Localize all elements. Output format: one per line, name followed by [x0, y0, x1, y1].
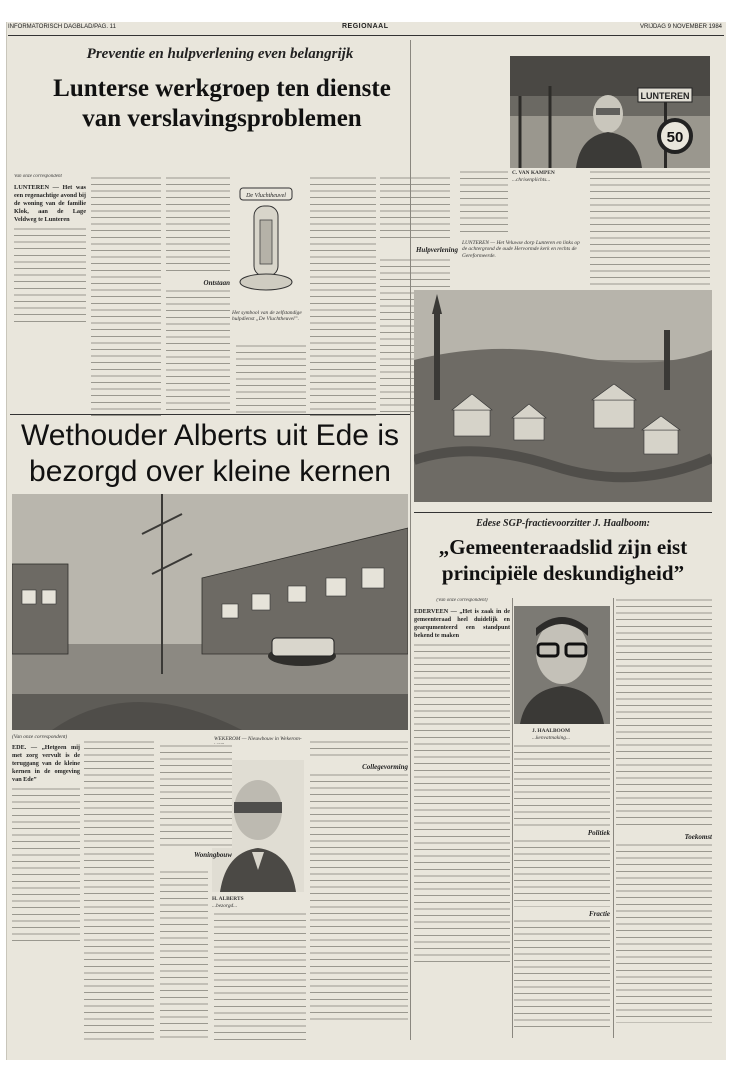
- article1-subhead-ontstaan: Ontstaan: [203, 279, 230, 287]
- article2-column-5-text-top: [310, 740, 408, 760]
- masthead-left: INFORMATORISCH DAGBLAD/PAG. 11: [8, 24, 116, 30]
- vertical-rule-article3-a: [512, 598, 513, 1038]
- article1-headline-1: Lunterse werkgroep ten dienste: [53, 75, 391, 102]
- masthead: [6, 22, 726, 34]
- article2-lead: EDE. — „Hetgeen mij met zorg vervult is de teruggang van de kleine kernen in de omgeving van Ede”: [12, 744, 80, 783]
- article3-subhead-politiek: Politiek: [587, 829, 610, 837]
- article1-byline: Van onze correspondent: [14, 174, 62, 179]
- masthead-date: VRIJDAG 9 NOVEMBER 1984: [639, 24, 722, 30]
- article2-subhead-collegevorming: Collegevorming: [362, 763, 408, 771]
- wekerom-housing-photo: [12, 494, 408, 730]
- article3-column-3: [616, 598, 712, 1038]
- masthead-rule: [8, 35, 724, 36]
- article2-byline: (Van onze correspondent): [12, 734, 68, 740]
- article3-column-3-text-top: [616, 598, 712, 830]
- article1-column-5: [310, 176, 376, 416]
- vertical-rule-article3-b: [613, 598, 614, 1038]
- vankampen-caption-role: ...chrisenplichts...: [512, 177, 551, 183]
- alberts-caption-name: H. ALBERTS: [212, 896, 244, 902]
- vankampen-caption-name: C. VAN KAMPEN: [512, 170, 555, 176]
- sign-photo-caption: Het symbool van de zelfstandige hulpdienst „De Vluchtheuvel”.: [232, 310, 302, 323]
- village-scene: [414, 290, 712, 502]
- article1-body-text: [14, 227, 86, 323]
- article2-column-5-text: [310, 773, 408, 1023]
- article2-column-5: [310, 740, 408, 1040]
- sign-label: De Vluchtheuvel: [246, 193, 286, 199]
- article1-column-2: [91, 176, 161, 416]
- article1-column-3-text-bottom: [166, 289, 230, 416]
- article3-column-1: [414, 598, 510, 1038]
- article3-top-rule: [414, 512, 712, 513]
- article3-headline-2: principiële deskundigheid”: [441, 561, 685, 585]
- article2-column-1-text: [12, 787, 80, 947]
- village-photo-caption: LUNTEREN — Het Veluwse dorp Lunteren en links op de achtergrond de oude Hervormde kerk en rechts de Gereformeerde.: [462, 240, 580, 259]
- article3-headline-1: „Gemeenteraadslid zijn eist: [438, 535, 688, 559]
- article2-column-1: [12, 744, 80, 1044]
- article1-column-3: [166, 176, 230, 416]
- article1-headline-2: van verslavingsproblemen: [82, 105, 362, 132]
- article1-lead: LUNTEREN — Het was een regenachtige avond bij de woning van de familie Klok, aan de Lage Veldweg te Lunteren: [14, 183, 86, 224]
- haalboom-portrait: [514, 606, 610, 724]
- lunteren-village-photo: [414, 290, 712, 502]
- article3-column-1-text: [414, 643, 510, 963]
- article1-column-8: [590, 170, 710, 288]
- article2-headline-1: Wethouder Alberts uit Ede is: [21, 419, 399, 452]
- sign-drawing: [232, 180, 300, 308]
- vankampen-scene: [510, 56, 710, 168]
- article2-column-3-text-top: [160, 744, 232, 848]
- wekerom-photo-caption: WEKEROM — Nieuwbouw in Wekerom-: [214, 736, 302, 742]
- article2-column-4-lower: [214, 912, 306, 1040]
- article3-column-2: [514, 744, 610, 1038]
- haalboom-caption-role: ...kenvatmaking...: [532, 735, 571, 741]
- article1-subhead-hulpverlening: Hulpverlening: [415, 246, 458, 254]
- article3-column-3-text-bottom: [616, 843, 712, 1023]
- vertical-rule-main: [410, 40, 411, 1040]
- haalboom-portrait-drawing: [514, 606, 610, 724]
- article1-column-7-top: [460, 170, 508, 234]
- article3-subhead-toekomst: Toekomst: [684, 833, 712, 841]
- vankampen-photo: [510, 56, 710, 168]
- article3-column-2-text-mid: [514, 839, 610, 907]
- article2-column-3-lower: [160, 870, 208, 1040]
- masthead-section: REGIONAAL: [342, 23, 389, 30]
- article2-column-2: [84, 740, 154, 1040]
- article3-byline: (Van onze correspondent): [436, 598, 488, 603]
- article1-column-4-lower: [236, 344, 306, 416]
- alberts-caption-role: ...bezorgd...: [212, 903, 238, 909]
- article1-column-6-top: [380, 176, 450, 242]
- article1-column-1: [14, 174, 86, 416]
- haalboom-caption-name: J. HAALBOOM: [532, 728, 571, 734]
- vluchtheuvel-sign-illustration: [232, 180, 300, 308]
- article1-column-3-text-top: [166, 176, 230, 276]
- article3-kicker: Edese SGP-fractievoorzitter J. Haalboom:: [476, 518, 650, 529]
- article3-lead: EDERVEEN — „Het is zaak in de gemeenteraad heel duidelijk en gearqumenteerd een standpunt bekend te maken: [414, 607, 510, 639]
- street-sign-text: LUNTEREN: [640, 91, 690, 101]
- speed-sign-number: 50: [666, 129, 684, 146]
- wekerom-scene: [12, 494, 408, 730]
- article3-subhead-fractie: Fractie: [589, 909, 610, 918]
- article1-kicker: Preventie en hulpverlening even belangrijk: [86, 46, 354, 62]
- article2-subhead-woningbouw: Woningbouw: [194, 851, 232, 859]
- article2-top-rule: [10, 414, 410, 415]
- article3-column-2-text-bottom: [514, 919, 610, 1029]
- article3-column-2-text-top: [514, 744, 610, 826]
- article2-headline-2: bezorgd over kleine kernen: [29, 455, 391, 488]
